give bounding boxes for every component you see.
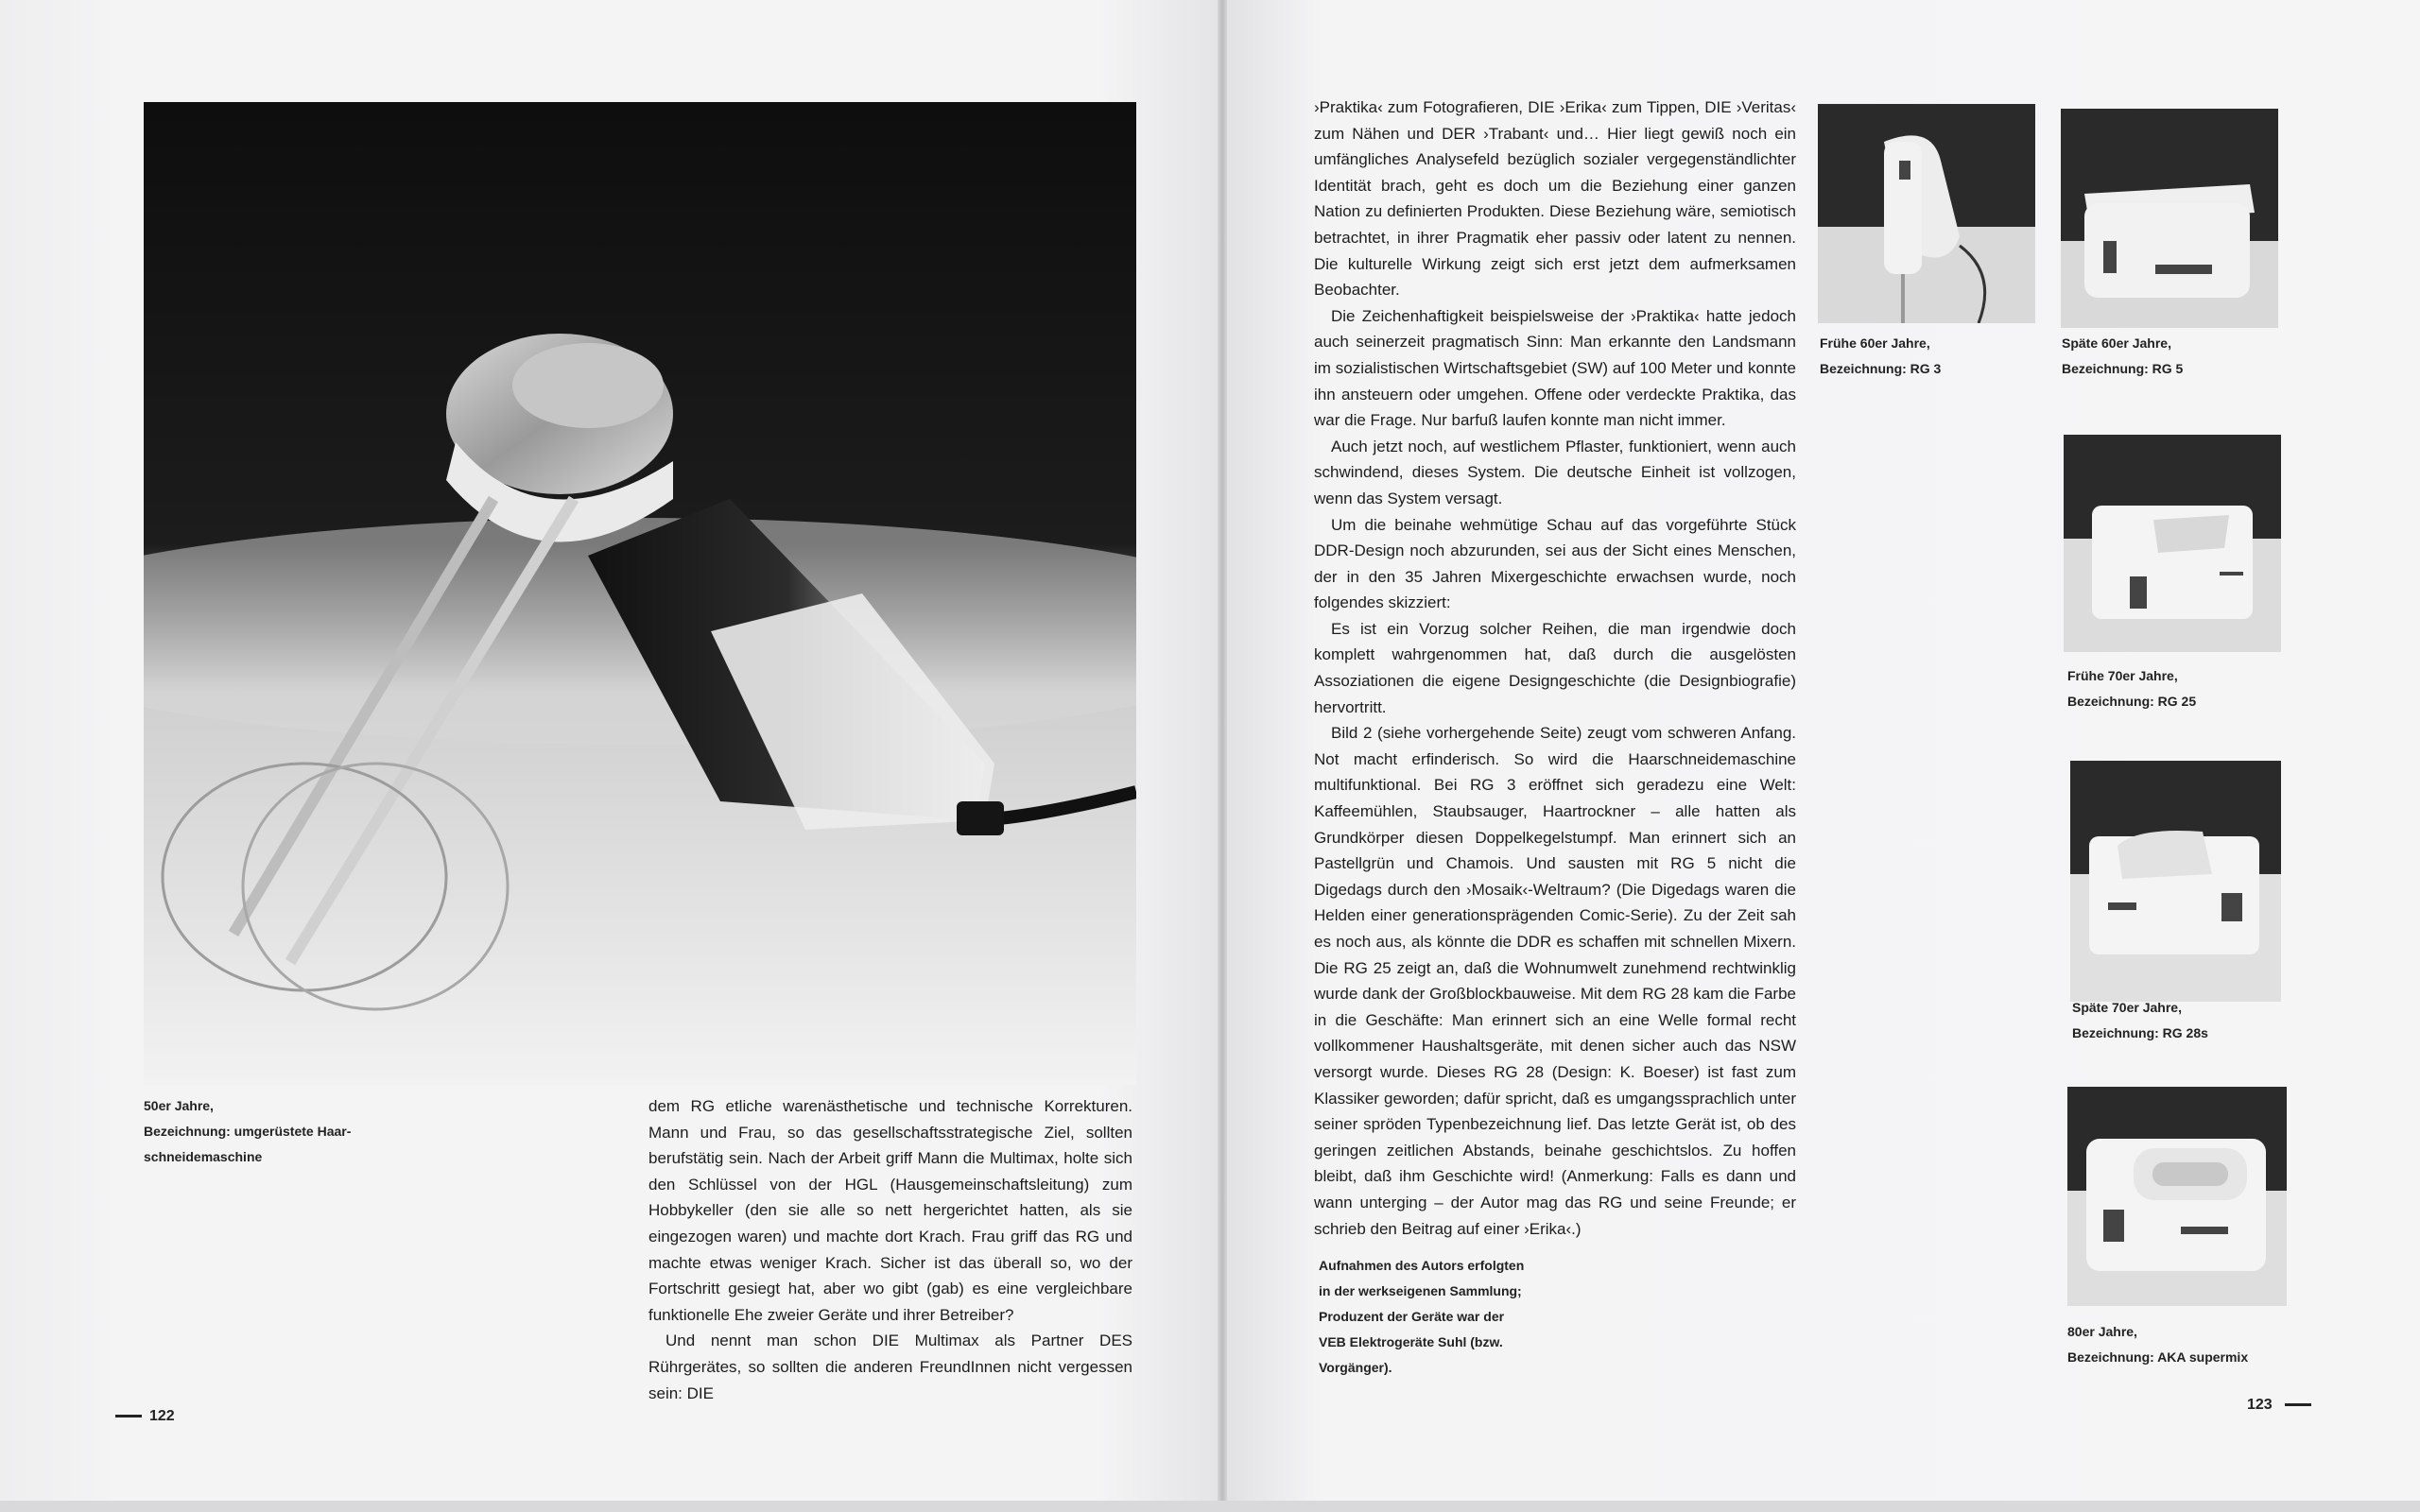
rg3-caption bbox=[1820, 331, 2037, 382]
mixer-rg25-photo bbox=[2064, 435, 2281, 652]
paragraph: dem RG etliche warenästhetische und technische Korrekturen. Mann und Frau, so das gesellschaftsstrategische Ziel, sollten berufstätig sein. Nach der Arbeit griff Mann die Multimax, holte sich den Schlüssel von der HGL (Hausgemeinschaftsleitung) zum Hobbykeller (den sie alle so nett hergerichtet hatten, als sie eingezogen waren) und machte dort Krach. Frau griff das RG und machte etwas weniger Krach. Sicher ist das überall so, wo der Fortschritt gesiegt hat, aber wo gibt (gab) es eine vergleichbare funktionelle Ehe zweier Geräte und ihrer Betreiber? bbox=[648, 1097, 1132, 1324]
caption-line: 50er Jahre, bbox=[144, 1098, 214, 1113]
paragraph: ›Praktika‹ zum Fotografieren, DIE ›Erika‹ zum Tippen, DIE ›Veritas‹ zum Nähen und DER ›Trabant‹ und… Hier liegt gewiß noch ein umfängliches Analysefeld bezüglich sozialer vergegenständlichter Identität brach, geht es doch um die Beziehung einer ganzen Nation zu definierten Produkten. Diese Beziehung wäre, semiotisch betrachtet, in ihrer Pragmatik eher passiv oder latent zu nennen. Die kulturelle Wirkung zeigt sich erst jetzt dem aufmerksamen Beobachter. bbox=[1314, 98, 1796, 300]
aka-caption bbox=[2067, 1319, 2304, 1370]
caption-line: Bezeichnung: RG 28s bbox=[2072, 1025, 2208, 1040]
left-body-text bbox=[648, 1093, 1132, 1406]
caption-line: Bezeichnung: umgerüstete Haar- bbox=[144, 1124, 352, 1139]
mixer-rg5-photo bbox=[2061, 109, 2278, 328]
caption-line: Bezeichnung: RG 3 bbox=[1820, 361, 1942, 376]
caption-line: Bezeichnung: RG 5 bbox=[2062, 361, 2184, 376]
caption-line: Frühe 60er Jahre, bbox=[1820, 335, 1930, 351]
paragraph: Um die beinahe wehmütige Schau auf das vorgeführte Stück DDR-Design noch abzurunden, sei aus der Sicht eines Menschen, der in den 35 Jahren Mixergeschichte erwachsen wurde, noch folgendes skizziert: bbox=[1314, 515, 1796, 612]
caption-line: Bezeichnung: AKA supermix bbox=[2067, 1349, 2249, 1365]
paragraph: Bild 2 (siehe vorhergehende Seite) zeugt vom schweren Anfang. Not macht erfinderisch. So wird die Haarschneidemaschine multifunktional. Bei RG 3 eröffnet sich geradezu eine Welt: Kaffeemühlen, Staubsauger, Haartrockner – alle hatten als Grundkörper diesen Doppelkegelstumpf. Man erinnert sich an Pastellgrün und Chamois. Und sausten mit RG 5 nicht die Digedags durch den ›Mosaik‹-Weltraum? (Die Digedags waren die Helden einer generationsprägenden Comic-Serie). Zu der Zeit sah es noch aus, als könnte die DDR es schaffen mit schnellen Mixern. Die RG 25 zeigt an, daß die Wohnumwelt zunehmend rechtwinklig wurde dank der Großblockbauweise. Mit dem RG 28 kam die Farbe in die Geschäfte: Man erinnert sich an eine Welle formal recht vollkommener Haushaltsgeräte, mit denen sicher auch das NSW versorgt wurde. Dieses RG 28 (Design: K. Boeser) ist fast zum Klassiker geworden; dafür spricht, daß es umgangssprachlich unter seiner spröden Typenbezeichnung lief. Das letzte Gerät ist, ob des geringen zeitlichen Abstands, beinahe geschichtslos. Zu hoffen bleibt, daß ihm Geschichte wird! (Anmerkung: Falls es dann und wann unterging – der Autor mag das RG und seine Freunde; er schrieb den Beitrag auf einer ›Erika‹.) bbox=[1314, 724, 1796, 1238]
paragraph: Die Zeichenhaftigkeit beispielsweise der ›Praktika‹ hatte jedoch auch seinerzeit pragmatisch Sinn: Man erkannte den Landsmann im sozialistischen Wirtschaftsgebiet (SW) auf 100 Meter und konnte ihn ansteuern oder umgehen. Offene oder verdeckte Praktika, das war die Frage. Nur barfuß laufen konnte man nicht immer. bbox=[1314, 306, 1796, 430]
folio-bar bbox=[2285, 1403, 2311, 1406]
caption-line: Späte 60er Jahre, bbox=[2062, 335, 2171, 351]
rg28s-caption bbox=[2072, 995, 2290, 1046]
rg25-caption bbox=[2067, 663, 2285, 714]
mixer-rg28s-photo bbox=[2070, 761, 2281, 1002]
credit-line: VEB Elektrogeräte Suhl (bzw. bbox=[1319, 1334, 1503, 1349]
right-body-text bbox=[1314, 94, 1796, 1242]
paragraph: Es ist ein Vorzug solcher Reihen, die man irgendwie doch komplett wahrgenommen hat, daß durch die ausgelösten Assoziationen die eigene Designgeschichte (die Designbiografie) hervortritt. bbox=[1314, 619, 1796, 716]
page-number-left: 122 bbox=[149, 1408, 175, 1424]
caption-line: Frühe 70er Jahre, bbox=[2067, 668, 2178, 683]
paragraph: Auch jetzt noch, auf westlichem Pflaster, funktioniert, wenn auch schwindend, dieses System. Die deutsche Einheit ist vollzogen, wenn das System versagt. bbox=[1314, 437, 1796, 507]
photo-credits bbox=[1319, 1253, 1621, 1381]
credit-line: in der werkseigenen Sammlung; bbox=[1319, 1283, 1522, 1298]
page-number-right: 123 bbox=[2247, 1397, 2273, 1413]
paragraph: Und nennt man schon DIE Multimax als Partner DES Rührgerätes, so sollten die anderen FreundInnen nicht vergessen sein: DIE bbox=[648, 1332, 1132, 1402]
caption-line: Bezeichnung: RG 25 bbox=[2067, 694, 2197, 709]
left-photo-caption bbox=[144, 1093, 389, 1170]
folio-bar bbox=[115, 1415, 142, 1418]
book-bottom-edge bbox=[0, 1501, 2420, 1512]
credit-line: Vorgänger). bbox=[1319, 1360, 1392, 1375]
mixer-rg3-photo bbox=[1818, 104, 2035, 323]
mixer-aka-supermix-photo bbox=[2067, 1087, 2287, 1306]
caption-line: schneidemaschine bbox=[144, 1149, 263, 1164]
hand-mixer-photo bbox=[144, 102, 1136, 1085]
rg5-caption bbox=[2062, 331, 2279, 382]
book-gutter bbox=[1218, 0, 1227, 1512]
credit-line: Produzent der Geräte war der bbox=[1319, 1309, 1505, 1324]
caption-line: Späte 70er Jahre, bbox=[2072, 1000, 2182, 1015]
credit-line: Aufnahmen des Autors erfolgten bbox=[1319, 1258, 1525, 1273]
caption-line: 80er Jahre, bbox=[2067, 1324, 2137, 1339]
